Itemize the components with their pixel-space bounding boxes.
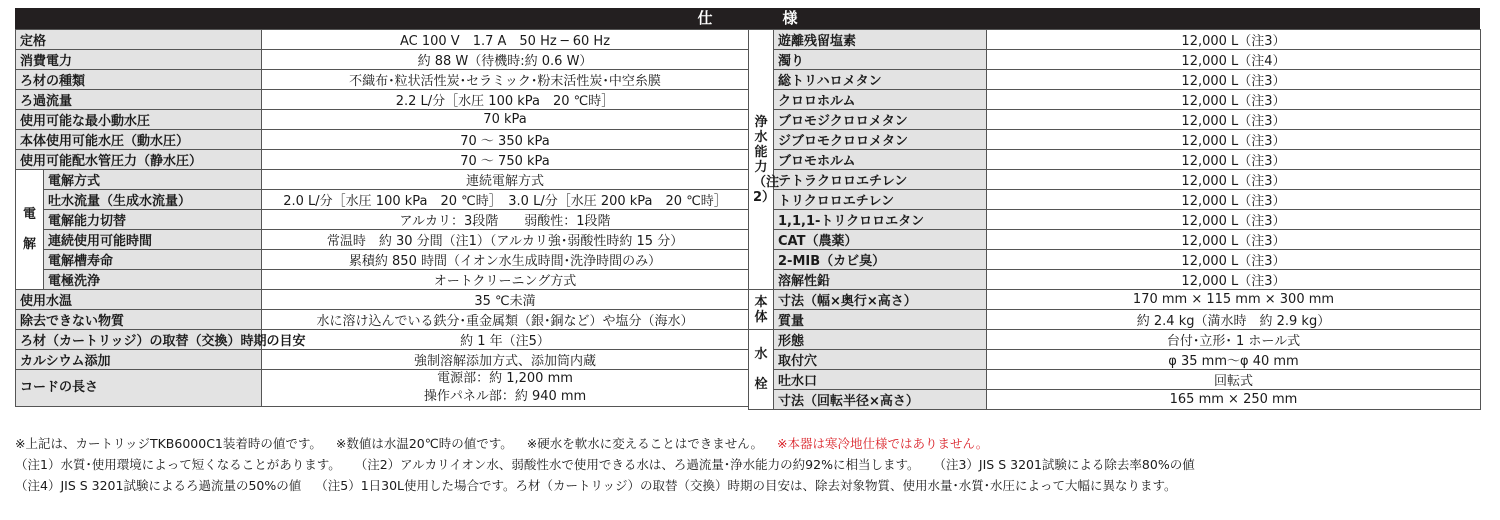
- spec-value: 12,000 L（注3）: [987, 130, 1481, 150]
- spec-label: テトラクロロエチレン: [774, 170, 987, 190]
- spec-value: 12,000 L（注3）: [987, 250, 1481, 270]
- spec-row: [749, 110, 1481, 130]
- spec-value: 強制溶解添加方式、添加筒内蔵: [262, 350, 749, 370]
- spec-label: ろ過流量: [16, 90, 262, 110]
- spec-label: ろ材（カートリッジ）の取替（交換）時期の目安: [16, 330, 262, 350]
- note-water-temp: ※数値は水温20℃時の値です。: [335, 436, 513, 451]
- spec-row: [16, 210, 749, 230]
- spec-row: [749, 210, 1481, 230]
- spec-row: [16, 110, 749, 130]
- spec-title-bar: [15, 8, 1480, 29]
- spec-value: 12,000 L（注3）: [987, 110, 1481, 130]
- spec-label: 連続使用可能時間: [44, 230, 262, 250]
- spec-value: 12,000 L（注3）: [987, 190, 1481, 210]
- spec-row: [749, 90, 1481, 110]
- spec-label: トリクロロエチレン: [774, 190, 987, 210]
- note-line-3: [15, 475, 1485, 496]
- body-group-label: 本 体: [749, 290, 774, 330]
- spec-label: 2-MIB（カビ臭）: [774, 250, 987, 270]
- spec-label: 使用可能な最小動水圧: [16, 110, 262, 130]
- spec-row: [16, 150, 749, 170]
- spec-value: 35 ℃未満: [262, 290, 749, 310]
- spec-value: 回転式: [987, 370, 1481, 390]
- note-hard-water: ※硬水を軟水に変えることはできません。: [526, 436, 764, 451]
- spec-row: [16, 70, 749, 90]
- footnotes: [15, 433, 1485, 496]
- spec-label: 電解方式: [44, 170, 262, 190]
- spec-row: [16, 350, 749, 370]
- spec-value: 2.2 L/分［水圧 100 kPa 20 ℃時］: [262, 90, 749, 110]
- spec-row: [749, 190, 1481, 210]
- note-line-1: [15, 433, 1485, 454]
- spec-row: [16, 130, 749, 150]
- spec-row: [749, 350, 1481, 370]
- spec-label: CAT（農薬）: [774, 230, 987, 250]
- spec-row: [749, 150, 1481, 170]
- spec-label: 電解槽寿命: [44, 250, 262, 270]
- spec-value: 12,000 L（注3）: [987, 90, 1481, 110]
- spec-label: 使用水温: [16, 290, 262, 310]
- spec-label: 濁り: [774, 50, 987, 70]
- spec-row: [16, 190, 749, 210]
- spec-label: 吐水口: [774, 370, 987, 390]
- note-5: （注5）1日30L使用した場合です。ろ材（カートリッジ）の取替（交換）時期の目安は、除去対象物質、使用水量･水質･水圧によって大幅に異なります。: [315, 478, 1177, 493]
- spec-row: [16, 290, 749, 310]
- spec-value: φ 35 mm〜φ 40 mm: [987, 350, 1481, 370]
- denkai-group-label: 電 解: [16, 170, 44, 290]
- spec-label: 電解能力切替: [44, 210, 262, 230]
- spec-label: 遊離残留塩素: [774, 30, 987, 50]
- spec-row: [16, 170, 749, 190]
- spec-label: ブロモホルム: [774, 150, 987, 170]
- title-char-1: 仕: [697, 9, 713, 27]
- spec-label: 寸法（幅×奥行×高さ）: [774, 290, 987, 310]
- spec-row: [749, 130, 1481, 150]
- spec-row: [16, 50, 749, 70]
- cord-length-label: コードの長さ: [16, 370, 262, 407]
- note-cold-region-warning: ※本器は寒冷地仕様ではありません。: [777, 436, 989, 451]
- spec-row: [16, 330, 749, 350]
- spec-row: [16, 90, 749, 110]
- spec-value: アルカリ：3段階 弱酸性：1段階: [262, 210, 749, 230]
- spec-label: 溶解性鉛: [774, 270, 987, 290]
- spec-row: [749, 290, 1481, 310]
- spec-row: [16, 30, 749, 50]
- spec-label: カルシウム添加: [16, 350, 262, 370]
- right-spec-table: [748, 29, 1481, 410]
- spec-label: 電極洗浄: [44, 270, 262, 290]
- spec-value: 12,000 L（注3）: [987, 270, 1481, 290]
- note-4: （注4）JIS S 3201試験によるろ過流量の50%の値: [15, 478, 302, 493]
- spec-row: [749, 270, 1481, 290]
- spec-value: 12,000 L（注3）: [987, 230, 1481, 250]
- cord-panel-length: 操作パネル部：約 940 mm: [423, 389, 587, 404]
- spec-row: [749, 330, 1481, 350]
- spec-row: [16, 270, 749, 290]
- spec-value: 12,000 L（注3）: [987, 30, 1481, 50]
- spec-row: [749, 390, 1481, 410]
- spec-value: AC 100 V 1.7 A 50 Hz ─ 60 Hz: [262, 30, 749, 50]
- spec-value: 12,000 L（注3）: [987, 210, 1481, 230]
- spec-value: 約 1 年（注5）: [262, 330, 749, 350]
- spec-label: 取付穴: [774, 350, 987, 370]
- spec-value: 累積約 850 時間（イオン水生成時間･洗浄時間のみ）: [262, 250, 749, 270]
- spec-value: 台付･立形･ 1 ホール式: [987, 330, 1481, 350]
- spec-value: 12,000 L（注3）: [987, 70, 1481, 90]
- spec-row-cord: [16, 370, 749, 407]
- spec-row: [749, 170, 1481, 190]
- spec-row: [16, 250, 749, 270]
- cord-length-value: [262, 370, 749, 407]
- spec-label: ブロモジクロロメタン: [774, 110, 987, 130]
- spec-value: 不織布･粒状活性炭･セラミック･粉末活性炭･中空糸膜: [262, 70, 749, 90]
- faucet-group-label: 水 栓: [749, 330, 774, 410]
- note-cartridge: ※上記は、カートリッジTKB6000C1装着時の値です。: [15, 436, 322, 451]
- spec-value: 70 〜 350 kPa: [262, 130, 749, 150]
- note-3: （注3）JIS S 3201試験による除去率80%の値: [933, 457, 1195, 472]
- spec-label: ジブロモクロロメタン: [774, 130, 987, 150]
- spec-value: 70 〜 750 kPa: [262, 150, 749, 170]
- spec-label: 1,1,1-トリクロロエタン: [774, 210, 987, 230]
- spec-value: オートクリーニング方式: [262, 270, 749, 290]
- spec-row: [749, 70, 1481, 90]
- left-spec-table: [15, 29, 749, 407]
- spec-label: 本体使用可能水圧（動水圧）: [16, 130, 262, 150]
- spec-row: [16, 310, 749, 330]
- spec-value: 約 2.4 kg（満水時 約 2.9 kg）: [987, 310, 1481, 330]
- spec-label: 寸法（回転半径×高さ）: [774, 390, 987, 410]
- spec-value: 常温時 約 30 分間（注1）（アルカリ強･弱酸性時約 15 分）: [262, 230, 749, 250]
- spec-label: 総トリハロメタン: [774, 70, 987, 90]
- spec-value: 170 mm × 115 mm × 300 mm: [987, 290, 1481, 310]
- note-1: （注1）水質･使用環境によって短くなることがあります。: [15, 457, 341, 472]
- spec-label: 形態: [774, 330, 987, 350]
- note-2: （注2）アルカリイオン水、弱酸性水で使用できる水は、ろ過流量･浄水能力の約92%に相当します。: [354, 457, 920, 472]
- spec-value: 水に溶け込んでいる鉄分･重金属類（銀･銅など）や塩分（海水）: [262, 310, 749, 330]
- note-line-2: [15, 454, 1485, 475]
- spec-value: 12,000 L（注4）: [987, 50, 1481, 70]
- spec-row: [749, 370, 1481, 390]
- spec-row: [749, 50, 1481, 70]
- spec-value: 165 mm × 250 mm: [987, 390, 1481, 410]
- spec-row: [749, 230, 1481, 250]
- purification-group-label: 浄 水 能 力 （注 2）: [749, 30, 774, 290]
- spec-value: 連続電解方式: [262, 170, 749, 190]
- spec-value: 2.0 L/分［水圧 100 kPa 20 ℃時］ 3.0 L/分［水圧 200 kPa 20 ℃時］: [262, 190, 749, 210]
- spec-label: 質量: [774, 310, 987, 330]
- spec-value: 約 88 W（待機時:約 0.6 W）: [262, 50, 749, 70]
- spec-row: [16, 230, 749, 250]
- spec-value: 12,000 L（注3）: [987, 170, 1481, 190]
- spec-value: 70 kPa: [262, 110, 749, 130]
- spec-label: クロロホルム: [774, 90, 987, 110]
- spec-row: [749, 310, 1481, 330]
- spec-label: 定格: [16, 30, 262, 50]
- title-char-2: 様: [782, 9, 798, 27]
- spec-label: ろ材の種類: [16, 70, 262, 90]
- cord-power-length: 電源部：約 1,200 mm: [437, 371, 573, 386]
- spec-label: 吐水流量（生成水流量）: [44, 190, 262, 210]
- spec-label: 消費電力: [16, 50, 262, 70]
- spec-label: 除去できない物質: [16, 310, 262, 330]
- spec-label: 使用可能配水管圧力（静水圧）: [16, 150, 262, 170]
- spec-row: [749, 30, 1481, 50]
- spec-row: [749, 250, 1481, 270]
- spec-value: 12,000 L（注3）: [987, 150, 1481, 170]
